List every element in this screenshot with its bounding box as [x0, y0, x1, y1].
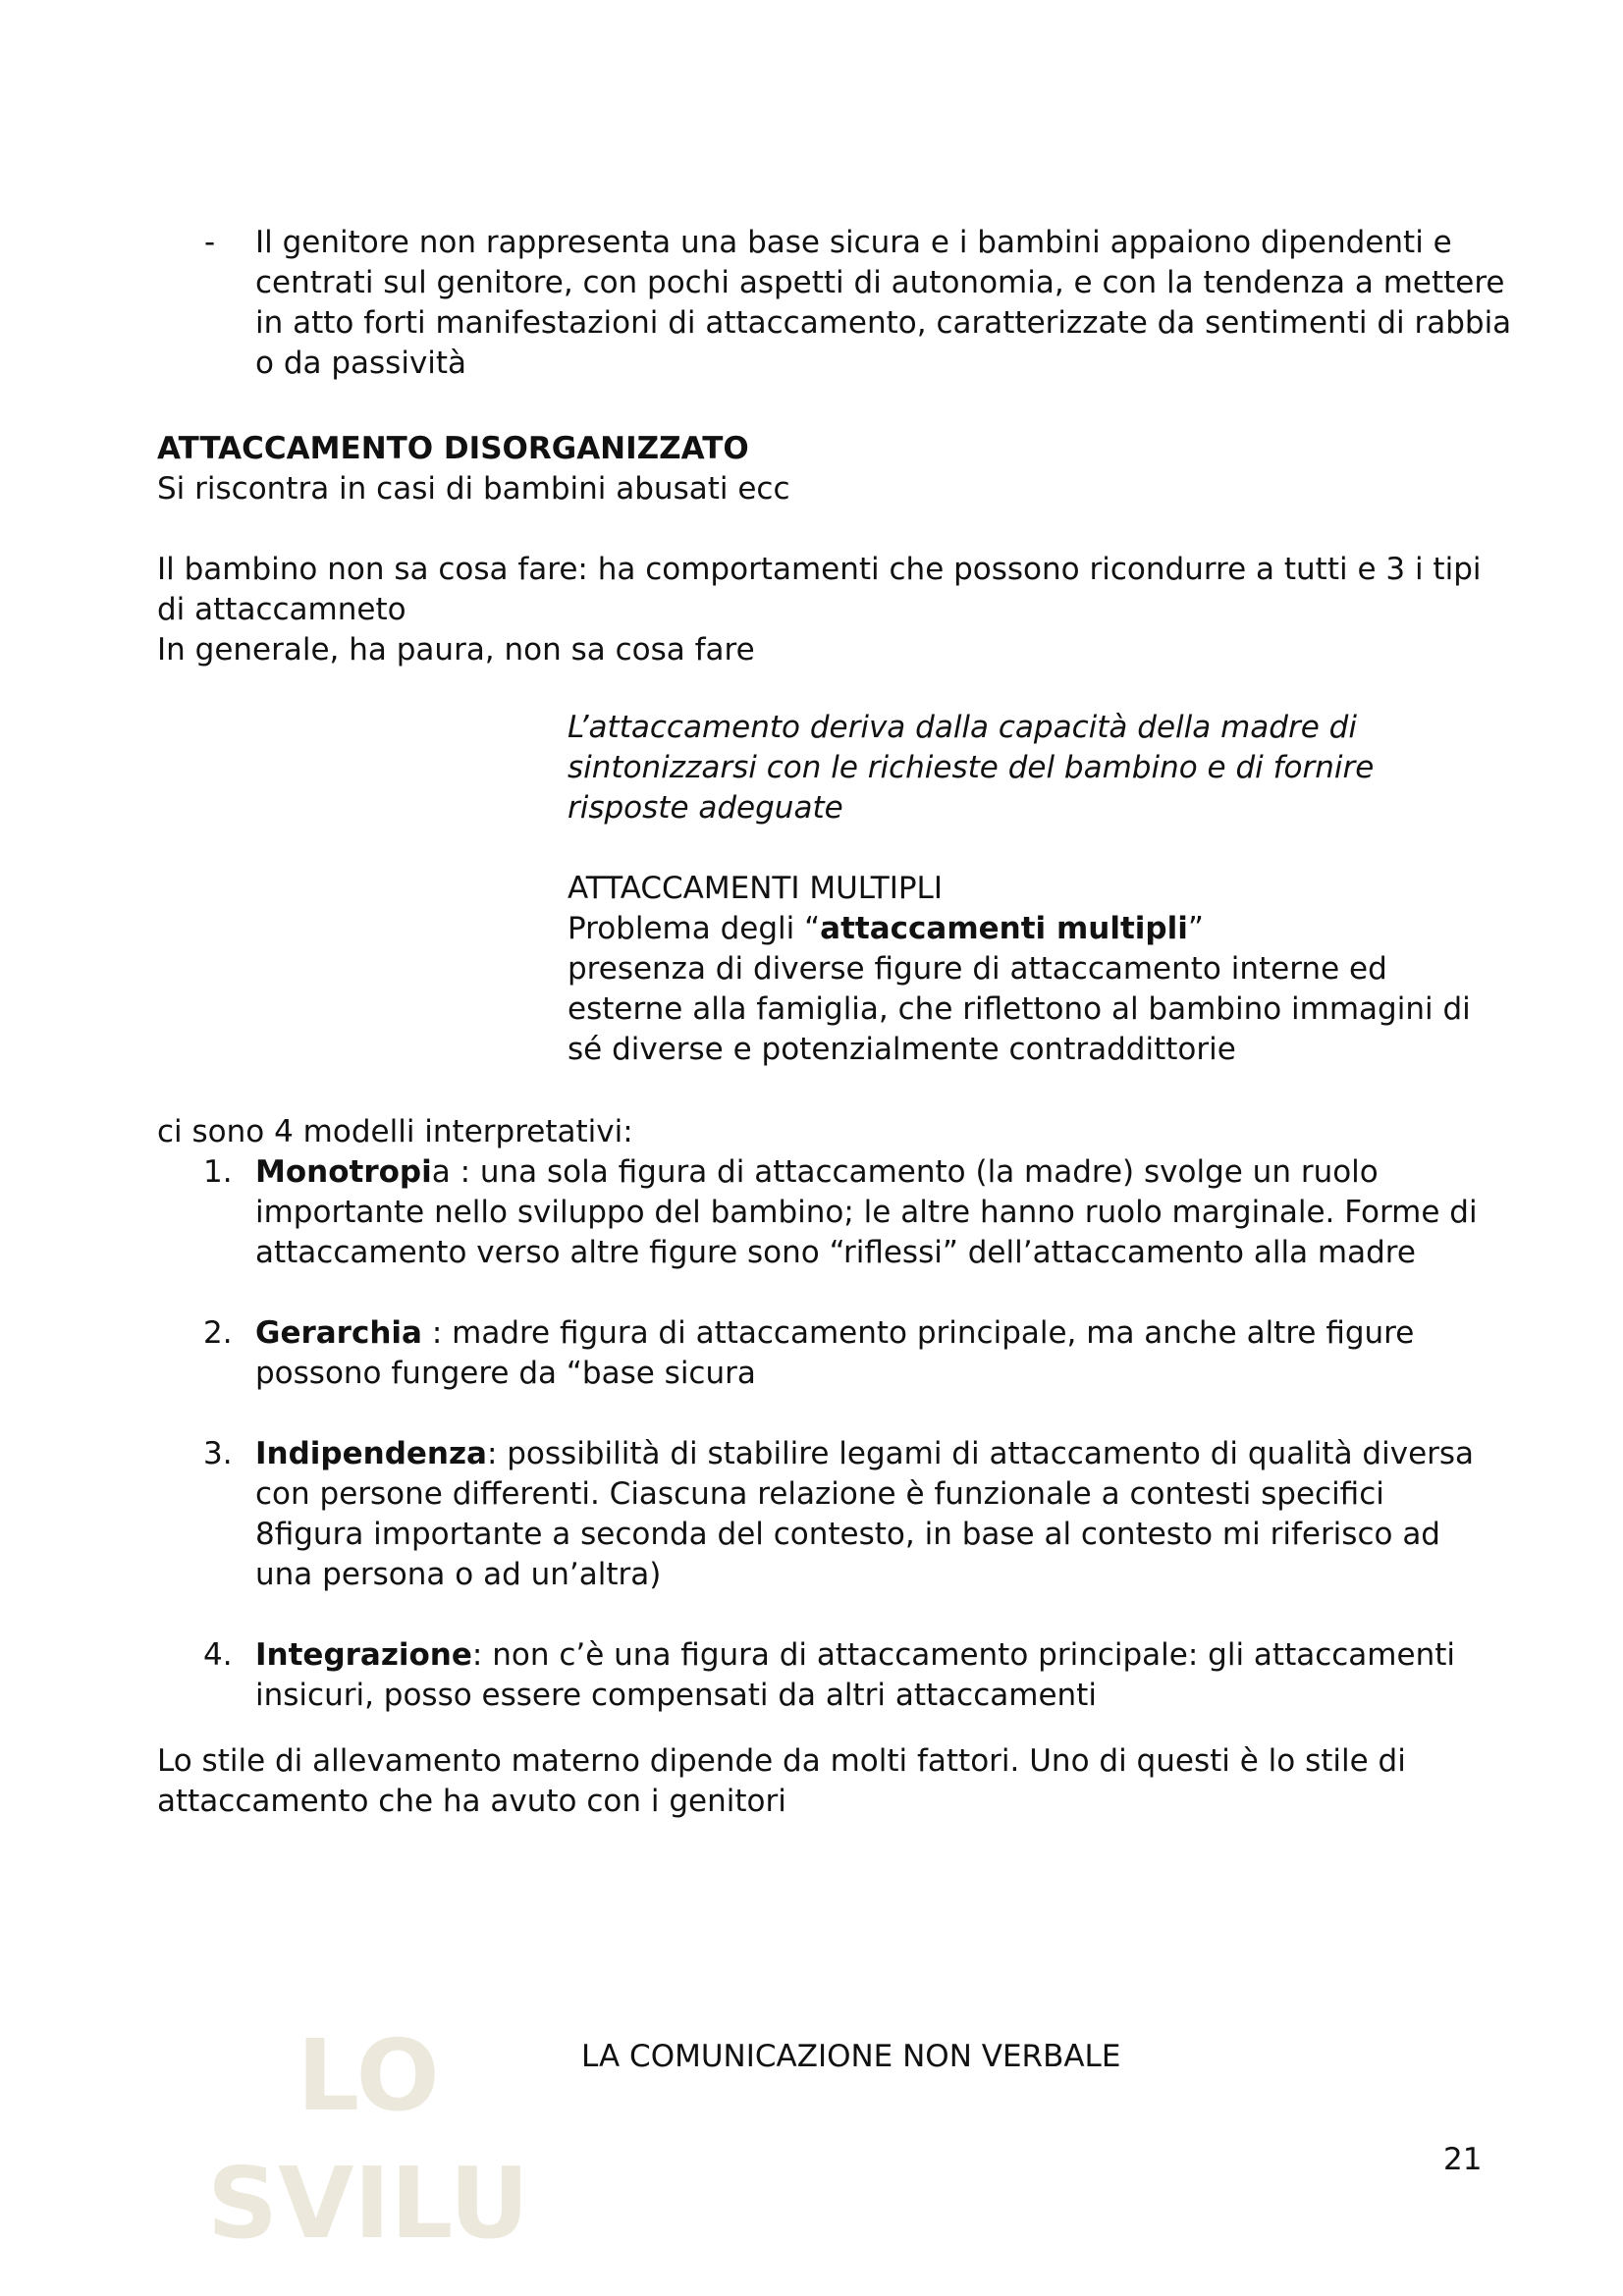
multiple-attachments-heading: ATTACCAMENTI MULTIPLI [568, 871, 943, 906]
model-term: Monotropi [255, 1154, 432, 1190]
models-section [157, 1112, 1492, 1756]
disorganized-line-3: In generale, ha paura, non sa cosa fare [157, 632, 755, 667]
model-term: Integrazione [255, 1637, 472, 1673]
model-number: 2. [203, 1315, 233, 1351]
quote-block [568, 708, 1490, 1070]
model-number: 1. [203, 1154, 233, 1190]
intro-bullet-text: Il genitore non rappresenta una base sicura e i bambini appaiono dipendenti e centrati sul genitore, con pochi aspetti di autonomia, e con la tendenza a mettere in atto forti manifestazioni di attaccamento, caratterizzate da sentimenti di rabbia o da passività [255, 225, 1512, 381]
models-list [157, 1152, 1492, 1716]
models-intro: ci sono 4 modelli interpretativi: [157, 1114, 633, 1149]
model-number: 3. [203, 1436, 233, 1471]
multiple-attachments-term: attaccamenti multipli [820, 911, 1188, 946]
closing-paragraph: Lo stile di allevamento materno dipende da molti fattori. Uno di questi è lo stile di attaccamento che ha avuto con i genitori [157, 1743, 1406, 1819]
model-item-gerarchia [157, 1313, 1492, 1394]
multiple-attachments-description: presenza di diverse figure di attaccamento interne ed esterne alla famiglia, che riflettono al bambino immagini di sé diverse e potenzialmente contraddittorie [568, 951, 1471, 1067]
disorganized-line-1: Si riscontra in casi di bambini abusati ecc [157, 471, 790, 507]
page-number: 21 [1443, 2142, 1483, 2177]
footer-title: LA COMUNICAZIONE NON VERBALE [581, 2039, 1121, 2074]
disorganized-heading: ATTACCAMENTO DISORGANIZZATO [157, 431, 749, 466]
model-description: : una sola figura di attaccamento (la madre) svolge un ruolo importante nello sviluppo del bambino; le altre hanno ruolo marginale. Forme di attaccamento verso altre figure sono “riflessi” dell’attaccamento alla madre [255, 1154, 1478, 1270]
model-item-monotropia: 1. Monotropia : una sola figura di attaccamento (la madre) svolge un ruolo importante nello sviluppo del bambino; le altre hanno ruolo marginale. Forme di attaccamento verso altre figure sono “riflessi” dell’attaccamento alla madre [203, 1154, 1478, 1270]
model-description: : non c’è una figura di attaccamento principale: gli attaccamenti insicuri, posso essere compensati da altri attaccamenti [255, 1637, 1455, 1713]
model-item-indipendenza [157, 1434, 1492, 1595]
model-description: : madre figura di attaccamento principale, ma anche altre figure possono fungere da “base sicura [255, 1315, 1415, 1391]
quote-text: L’attaccamento deriva dalla capacità della madre di sintonizzarsi con le richieste del bambino e di fornire risposte adeguate [568, 710, 1375, 826]
model-description: : possibilità di stabilire legami di attaccamento di qualità diversa con persone differenti. Ciascuna relazione è funzionale a contesti specifici 8figura importante a seconda del contesto, in base al contesto mi riferisco ad una persona o ad un’altra) [255, 1436, 1475, 1592]
model-item-integrazione [157, 1635, 1492, 1716]
disorganized-line-2: Il bambino non sa cosa fare: ha comportamenti che possono ricondurre a tutti e 3 i tipi di attaccamneto [157, 552, 1482, 627]
bullet-dash: - [204, 225, 216, 260]
multiple-attachments-problem: Problema degli “attaccamenti multipli” [568, 911, 1204, 946]
model-term: Gerarchia [255, 1315, 422, 1351]
model-number: 4. [203, 1637, 233, 1673]
disorganized-section [157, 429, 1492, 670]
watermark: LO SVILU [207, 2018, 529, 2261]
model-term: Indipendenza [255, 1436, 487, 1471]
intro-bullet [157, 223, 1512, 384]
